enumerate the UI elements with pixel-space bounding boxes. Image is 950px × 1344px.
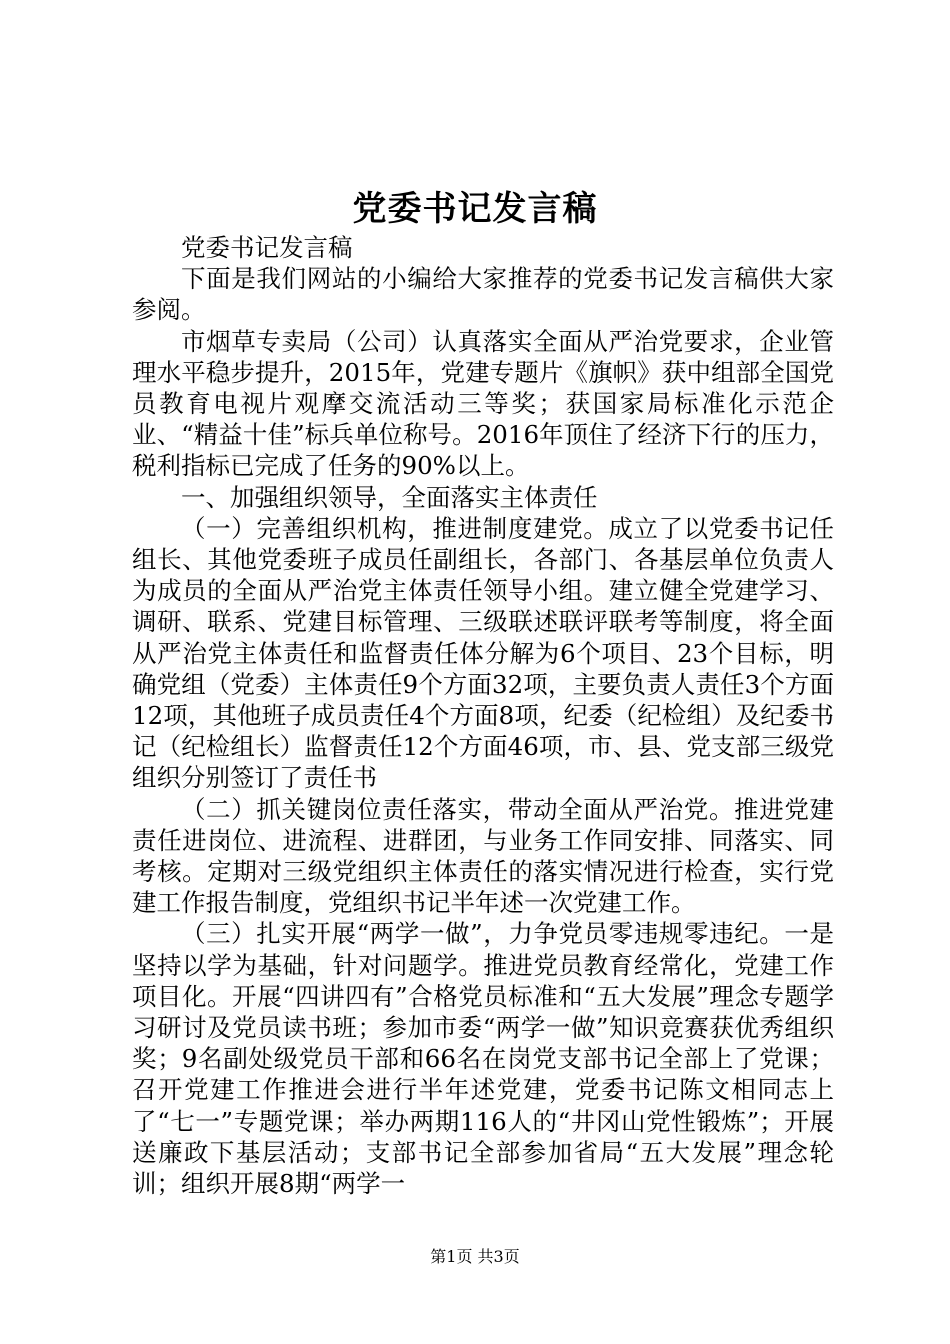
paragraph-section-1-1: （一）完善组织机构，推进制度建党。成立了以党委书记任组长、其他党委班子成员任副组长，各部门、各基层单位负责人为成员的全面从严治党主体责任领导小组。建立健全党建学习、调研、联系、党建目标管理、三级联述联评联考等制度，将全面从严治党主体责任和监督责任体分解为6个项目、23个目标，明确党组（党委）主体责任9个方面32项，主要负责人责任3个方面12项，其他班子成员责任4个方面8项，纪委（纪检组）及纪委书记（纪检组长）监督责任12个方面46项，市、县、党支部三级党组织分别签订了责任书 [132,513,834,793]
paragraph-section-1-2: （二）抓关键岗位责任落实，带动全面从严治党。推进党建责任进岗位、进流程、进群团，与业务工作同安排、同落实、同考核。定期对三级党组织主体责任的落实情况进行检查，实行党建工作报告制度，党组织书记半年述一次党建工作。 [132,794,834,918]
section-heading-1: 一、加强组织领导，全面落实主体责任 [181,482,598,512]
document-title: 党委书记发言稿 [352,189,598,229]
paragraph-intro: 下面是我们网站的小编给大家推荐的党委书记发言稿供大家参阅。 [132,264,834,325]
paragraph-subtitle: 党委书记发言稿 [181,233,353,262]
paragraph-section-1-3: （三）扎实开展“两学一做”，力争党员零违规零违纪。一是坚持以学为基础，针对问题学。推进党员教育经常化，党建工作项目化。开展“四讲四有”合格党员标准和“五大发展”理念专题学习研讨及党员读书班；参加市委“两学一做”知识竞赛获优秀组织奖；9名副处级党员干部和66名在岗党支部书记全部上了党课；召开党建工作推进会进行半年述党建，党委书记陈文相同志上了“七一”专题党课；举办两期116人的“井冈山党性锻炼”；开展送廉政下基层活动；支部书记全部参加省局“五大发展”理念轮训；组织开展8期“两学一 [132,919,834,1199]
document-body [132,232,834,1199]
page-footer: 第1页 共3页 [430,1247,520,1266]
paragraph-overview: 市烟草专卖局（公司）认真落实全面从严治党要求，企业管理水平稳步提升，2015年，党建专题片《旗帜》获中组部全国党员教育电视片观摩交流活动三等奖；获国家局标准化示范企业、“精益十佳”标兵单位称号。2016年顶住了经济下行的压力，税利指标已完成了任务的90%以上。 [132,326,834,481]
